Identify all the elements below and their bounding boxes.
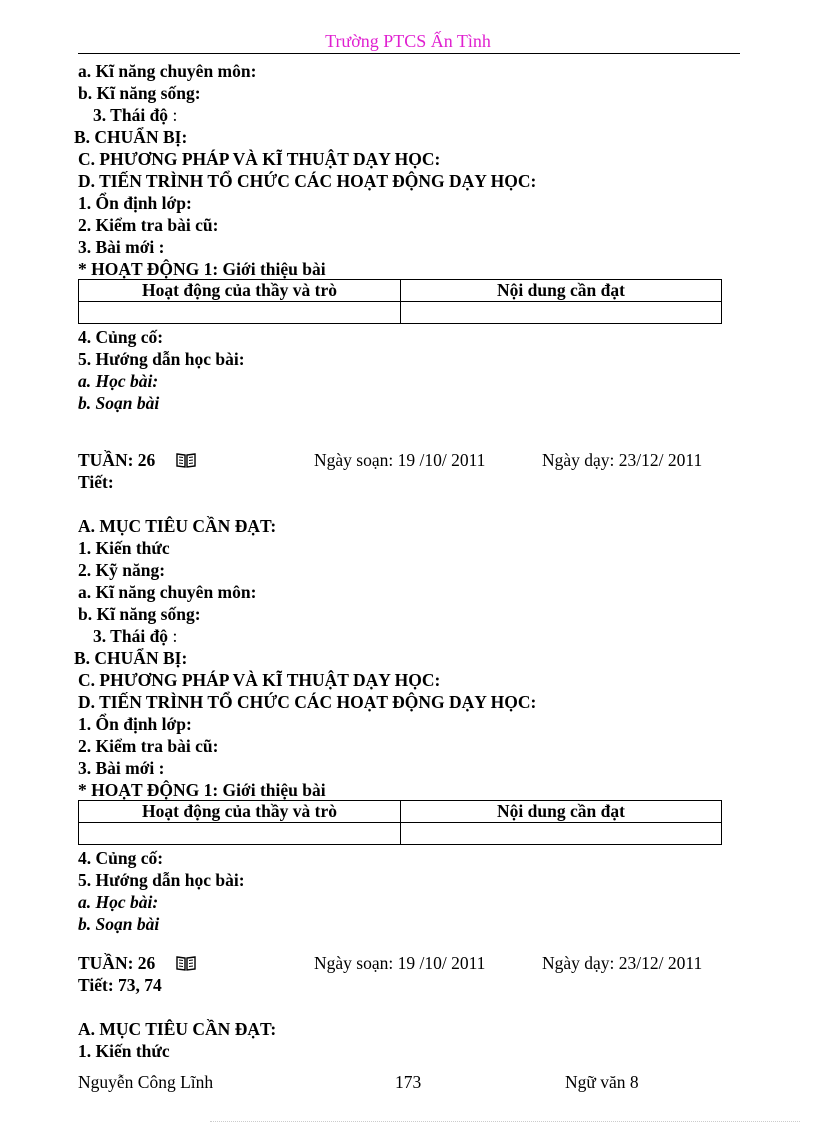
study-lesson: a. Học bài:: [78, 371, 159, 391]
section-b: B. CHUẨN BỊ:: [74, 127, 188, 147]
section-c: C. PHƯƠNG PHÁP VÀ KĨ THUẬT DẠY HỌC:: [78, 670, 441, 690]
section-a: A. MỤC TIÊU CẦN ĐẠT:: [78, 1019, 277, 1039]
table-header-activity: Hoạt động của thầy và trò: [79, 280, 401, 302]
week-label: TUẦN: 26: [78, 450, 156, 470]
skills: 2. Kỹ năng:: [78, 560, 166, 580]
step-check-old-lesson: 2. Kiểm tra bài cũ:: [78, 736, 219, 756]
skill-professional: a. Kĩ năng chuyên môn:: [78, 61, 257, 81]
week-label: TUẦN: 26: [78, 953, 156, 973]
section-b: B. CHUẨN BỊ:: [74, 648, 188, 668]
footer-subject: Ngữ văn 8: [565, 1072, 639, 1092]
study-lesson: a. Học bài:: [78, 892, 159, 912]
attitude-heading: 3. Thái độ :: [93, 105, 178, 125]
period-label: Tiết:: [78, 472, 114, 492]
book-icon: [176, 954, 196, 970]
prep-date: Ngày soạn: 19 /10/ 2011: [314, 450, 486, 470]
table-header-activity: Hoạt động của thầy và trò: [79, 801, 401, 823]
knowledge: 1. Kiến thức: [78, 538, 170, 558]
prepare-lesson: b. Soạn bài: [78, 393, 160, 413]
step-study-guide: 5. Hướng dẫn học bài:: [78, 349, 245, 369]
week-line: [78, 449, 196, 471]
book-icon: [176, 451, 196, 467]
attitude-heading: 3. Thái độ :: [93, 626, 178, 646]
table-header-content: Nội dung cần đạt: [401, 801, 722, 823]
section-a: A. MỤC TIÊU CẦN ĐẠT:: [78, 516, 277, 536]
activity-heading: * HOẠT ĐỘNG 1: Giới thiệu bài: [78, 259, 326, 279]
step-stabilize-class: 1. Ổn định lớp:: [78, 714, 192, 734]
step-new-lesson: 3. Bài mới :: [78, 758, 165, 778]
skill-professional: a. Kĩ năng chuyên môn:: [78, 582, 257, 602]
step-stabilize-class: 1. Ổn định lớp:: [78, 193, 192, 213]
school-name: Trường PTCS Ấn Tình: [325, 31, 491, 51]
section-d: D. TIẾN TRÌNH TỔ CHỨC CÁC HOẠT ĐỘNG DẠY HỌC:: [78, 692, 537, 712]
table-row: [79, 302, 722, 324]
step-consolidate: 4. Củng cố:: [78, 848, 164, 868]
footer-dotted-line: [210, 1121, 800, 1122]
header-rule: [78, 53, 740, 54]
activity-table: [78, 800, 722, 845]
section-c: C. PHƯƠNG PHÁP VÀ KĨ THUẬT DẠY HỌC:: [78, 149, 441, 169]
table-header-content: Nội dung cần đạt: [401, 280, 722, 302]
activity-table: [78, 279, 722, 324]
knowledge: 1. Kiến thức: [78, 1041, 170, 1061]
skill-life: b. Kĩ năng sống:: [78, 604, 201, 624]
activity-heading: * HOẠT ĐỘNG 1: Giới thiệu bài: [78, 780, 326, 800]
period-label: Tiết: 73, 74: [78, 975, 162, 995]
section-d: D. TIẾN TRÌNH TỔ CHỨC CÁC HOẠT ĐỘNG DẠY HỌC:: [78, 171, 537, 191]
skill-life: b. Kĩ năng sống:: [78, 83, 201, 103]
step-study-guide: 5. Hướng dẫn học bài:: [78, 870, 245, 890]
week-line: [78, 952, 196, 974]
prep-date: Ngày soạn: 19 /10/ 2011: [314, 953, 486, 973]
step-check-old-lesson: 2. Kiểm tra bài cũ:: [78, 215, 219, 235]
page-number: 173: [395, 1072, 422, 1092]
step-consolidate: 4. Củng cố:: [78, 327, 164, 347]
table-row: [79, 823, 722, 845]
teach-date: Ngày dạy: 23/12/ 2011: [542, 953, 703, 973]
step-new-lesson: 3. Bài mới :: [78, 237, 165, 257]
teach-date: Ngày dạy: 23/12/ 2011: [542, 450, 703, 470]
prepare-lesson: b. Soạn bài: [78, 914, 160, 934]
footer-author: Nguyễn Công Lĩnh: [78, 1072, 214, 1092]
